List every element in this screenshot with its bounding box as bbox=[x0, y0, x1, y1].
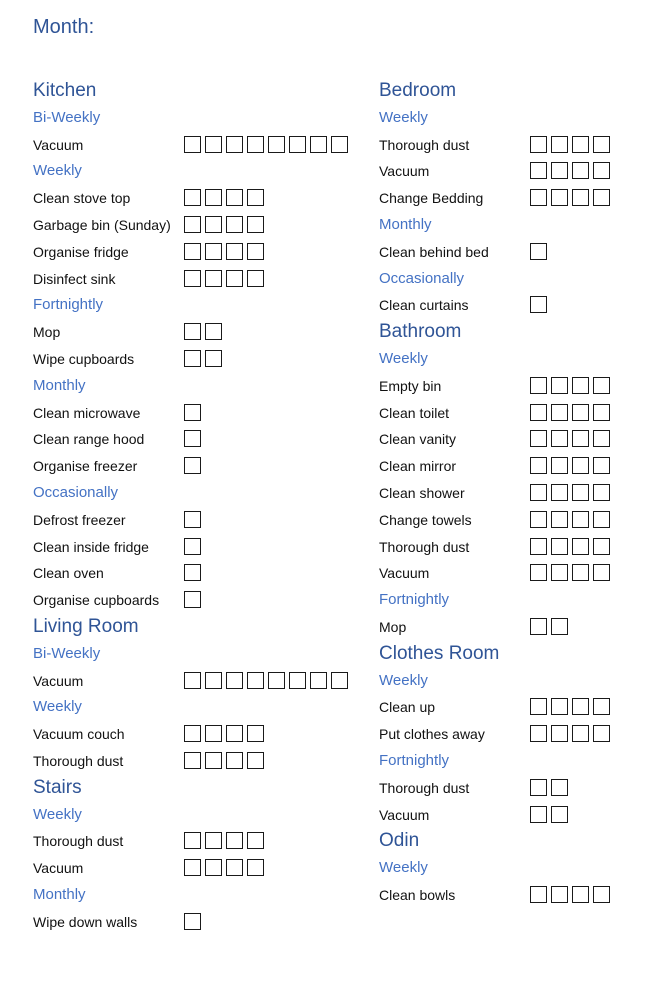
task-row bbox=[33, 266, 363, 292]
checkbox-group bbox=[530, 457, 610, 474]
task-row bbox=[33, 185, 363, 211]
task-checkbox[interactable] bbox=[551, 618, 568, 635]
task-checkbox[interactable] bbox=[593, 404, 610, 421]
task-checkbox[interactable] bbox=[184, 136, 201, 153]
task-row bbox=[379, 453, 629, 479]
task-label: Vacuum bbox=[33, 860, 84, 877]
task-checkbox[interactable] bbox=[226, 725, 243, 742]
checkbox-group bbox=[184, 859, 264, 876]
task-row bbox=[33, 212, 363, 238]
task-checkbox[interactable] bbox=[205, 725, 222, 742]
task-label: Clean shower bbox=[379, 485, 465, 501]
task-checkbox[interactable] bbox=[205, 752, 222, 769]
task-row bbox=[33, 909, 363, 935]
checkbox-group bbox=[184, 564, 201, 581]
task-checkbox[interactable] bbox=[551, 404, 568, 421]
task-checkbox[interactable] bbox=[205, 350, 222, 367]
room-heading-odin: Odin bbox=[379, 830, 420, 852]
task-checkbox[interactable] bbox=[530, 725, 547, 742]
month-label: Month: bbox=[33, 16, 95, 38]
task-label: Organise cupboards bbox=[33, 592, 160, 609]
task-row bbox=[33, 534, 363, 560]
task-label: Vacuum bbox=[379, 806, 430, 823]
task-label: Vacuum bbox=[33, 672, 84, 689]
task-checkbox[interactable] bbox=[247, 136, 264, 153]
task-label: Clean behind bed bbox=[379, 243, 489, 260]
task-checkbox[interactable] bbox=[551, 698, 568, 715]
task-checkbox[interactable] bbox=[247, 189, 264, 206]
checkbox-group bbox=[530, 162, 610, 179]
task-checkbox[interactable] bbox=[184, 913, 201, 930]
task-row bbox=[33, 400, 363, 426]
room-heading-clothes-room: Clothes Room bbox=[379, 642, 500, 664]
task-checkbox[interactable] bbox=[572, 404, 589, 421]
task-checkbox[interactable] bbox=[593, 484, 610, 501]
task-checkbox[interactable] bbox=[289, 672, 306, 689]
room-heading-bedroom: Bedroom bbox=[379, 80, 457, 101]
frequency-heading: Monthly bbox=[33, 376, 86, 394]
checkbox-group bbox=[184, 136, 348, 153]
task-checkbox[interactable] bbox=[530, 698, 547, 715]
task-checkbox[interactable] bbox=[551, 564, 568, 581]
task-row bbox=[33, 560, 363, 586]
task-row bbox=[379, 721, 629, 747]
task-checkbox[interactable] bbox=[530, 511, 547, 528]
task-checkbox[interactable] bbox=[530, 243, 547, 260]
room-heading-stairs: Stairs bbox=[33, 776, 82, 798]
task-checkbox[interactable] bbox=[530, 806, 547, 823]
task-checkbox[interactable] bbox=[184, 270, 201, 287]
task-label: Wipe down walls bbox=[33, 913, 138, 930]
task-checkbox[interactable] bbox=[226, 136, 243, 153]
task-label: Clean bowls bbox=[379, 887, 456, 903]
task-checkbox[interactable] bbox=[530, 136, 547, 153]
checkbox-group bbox=[530, 296, 547, 313]
checkbox-group bbox=[184, 243, 264, 260]
task-row bbox=[33, 453, 363, 479]
task-row bbox=[379, 400, 629, 426]
frequency-heading: Fortnightly bbox=[379, 752, 450, 769]
task-checkbox[interactable] bbox=[530, 404, 547, 421]
task-checkbox[interactable] bbox=[593, 136, 610, 153]
task-checkbox[interactable] bbox=[593, 511, 610, 528]
task-checkbox[interactable] bbox=[551, 886, 568, 903]
task-checkbox[interactable] bbox=[593, 886, 610, 903]
frequency-heading: Weekly bbox=[379, 859, 428, 877]
task-row bbox=[379, 882, 629, 908]
task-label: Mop bbox=[379, 619, 407, 635]
frequency-heading: Monthly bbox=[379, 216, 432, 233]
task-checkbox[interactable] bbox=[310, 136, 327, 153]
task-checkbox[interactable] bbox=[184, 323, 201, 340]
task-row bbox=[33, 587, 363, 613]
task-checkbox[interactable] bbox=[530, 457, 547, 474]
checkbox-group bbox=[184, 832, 264, 849]
task-row bbox=[33, 426, 363, 452]
task-row bbox=[33, 828, 363, 854]
task-label: Clean curtains bbox=[379, 297, 469, 314]
task-label: Thorough dust bbox=[33, 753, 124, 769]
task-checkbox[interactable] bbox=[184, 243, 201, 260]
frequency-heading: Occasionally bbox=[33, 484, 119, 501]
checkbox-group bbox=[530, 618, 568, 635]
task-checkbox[interactable] bbox=[551, 538, 568, 555]
task-checkbox[interactable] bbox=[530, 886, 547, 903]
task-checkbox[interactable] bbox=[530, 377, 547, 394]
task-checkbox[interactable] bbox=[572, 725, 589, 742]
frequency-heading: Weekly bbox=[33, 698, 82, 716]
task-checkbox[interactable] bbox=[184, 430, 201, 447]
task-row bbox=[379, 614, 629, 640]
task-checkbox[interactable] bbox=[226, 859, 243, 876]
room-heading-living-room: Living Room bbox=[33, 616, 139, 637]
task-checkbox[interactable] bbox=[184, 591, 201, 608]
task-checkbox[interactable] bbox=[551, 189, 568, 206]
task-checkbox[interactable] bbox=[226, 672, 243, 689]
checkbox-group bbox=[530, 484, 610, 501]
task-label: Thorough dust bbox=[379, 136, 470, 153]
task-label: Empty bin bbox=[379, 377, 442, 394]
task-row bbox=[379, 480, 629, 506]
task-checkbox[interactable] bbox=[530, 430, 547, 447]
frequency-heading: Monthly bbox=[33, 886, 86, 903]
task-label: Thorough dust bbox=[33, 833, 124, 850]
frequency-heading: Fortnightly bbox=[33, 296, 104, 314]
task-row bbox=[379, 507, 629, 533]
task-checkbox[interactable] bbox=[551, 136, 568, 153]
task-label: Organise freezer bbox=[33, 458, 138, 475]
task-checkbox[interactable] bbox=[184, 832, 201, 849]
task-checkbox[interactable] bbox=[247, 243, 264, 260]
task-checkbox[interactable] bbox=[226, 832, 243, 849]
task-checkbox[interactable] bbox=[551, 484, 568, 501]
checkbox-group bbox=[184, 323, 222, 340]
task-label: Organise fridge bbox=[33, 243, 129, 260]
task-checkbox[interactable] bbox=[247, 752, 264, 769]
task-checkbox[interactable] bbox=[205, 859, 222, 876]
checkbox-group bbox=[184, 591, 201, 608]
task-label: Change Bedding bbox=[379, 190, 484, 207]
frequency-heading: Bi-Weekly bbox=[33, 644, 101, 662]
task-label: Clean stove top bbox=[33, 190, 131, 207]
frequency-heading: Weekly bbox=[33, 162, 82, 180]
task-row bbox=[379, 158, 629, 184]
task-label: Wipe cupboards bbox=[33, 351, 135, 367]
task-checkbox[interactable] bbox=[226, 270, 243, 287]
task-checkbox[interactable] bbox=[551, 430, 568, 447]
task-checkbox[interactable] bbox=[226, 216, 243, 233]
task-row bbox=[33, 239, 363, 265]
checkbox-group bbox=[530, 243, 547, 260]
task-label: Clean microwave bbox=[33, 404, 141, 421]
task-checkbox[interactable] bbox=[593, 162, 610, 179]
task-checkbox[interactable] bbox=[184, 752, 201, 769]
checkbox-group bbox=[184, 216, 264, 233]
task-row bbox=[33, 748, 363, 774]
frequency-heading: Weekly bbox=[33, 805, 82, 823]
task-row bbox=[379, 560, 629, 586]
task-checkbox[interactable] bbox=[572, 511, 589, 528]
task-checkbox[interactable] bbox=[226, 189, 243, 206]
task-checkbox[interactable] bbox=[572, 698, 589, 715]
task-checkbox[interactable] bbox=[530, 564, 547, 581]
checkbox-group bbox=[530, 377, 610, 394]
frequency-heading: Weekly bbox=[379, 108, 428, 126]
task-checkbox[interactable] bbox=[530, 484, 547, 501]
task-checkbox[interactable] bbox=[593, 377, 610, 394]
task-checkbox[interactable] bbox=[310, 672, 327, 689]
task-checkbox[interactable] bbox=[247, 725, 264, 742]
task-checkbox[interactable] bbox=[593, 564, 610, 581]
task-checkbox[interactable] bbox=[268, 136, 285, 153]
task-checkbox[interactable] bbox=[247, 832, 264, 849]
task-row bbox=[379, 185, 629, 211]
task-label: Clean up bbox=[379, 699, 436, 716]
checkbox-group bbox=[184, 672, 348, 689]
task-label: Garbage bin (Sunday) bbox=[33, 217, 171, 233]
frequency-heading: Weekly bbox=[379, 671, 428, 689]
task-checkbox[interactable] bbox=[268, 672, 285, 689]
task-checkbox[interactable] bbox=[572, 564, 589, 581]
checkbox-group bbox=[184, 725, 264, 742]
checkbox-group bbox=[530, 538, 610, 555]
task-checkbox[interactable] bbox=[593, 725, 610, 742]
task-row bbox=[33, 721, 363, 747]
task-checkbox[interactable] bbox=[530, 538, 547, 555]
task-row bbox=[33, 855, 363, 881]
task-checkbox[interactable] bbox=[226, 752, 243, 769]
task-checkbox[interactable] bbox=[593, 538, 610, 555]
task-checkbox[interactable] bbox=[572, 136, 589, 153]
task-row bbox=[379, 373, 629, 399]
task-checkbox[interactable] bbox=[205, 323, 222, 340]
task-label: Put clothes away bbox=[379, 726, 485, 743]
task-checkbox[interactable] bbox=[572, 430, 589, 447]
task-checkbox[interactable] bbox=[226, 243, 243, 260]
checkbox-group bbox=[530, 404, 610, 421]
task-label: Clean range hood bbox=[33, 431, 145, 448]
task-row bbox=[33, 319, 363, 345]
task-checkbox[interactable] bbox=[551, 377, 568, 394]
task-checkbox[interactable] bbox=[247, 270, 264, 287]
checkbox-group bbox=[530, 725, 610, 742]
task-checkbox[interactable] bbox=[184, 538, 201, 555]
task-label: Disinfect sink bbox=[33, 270, 116, 287]
task-checkbox[interactable] bbox=[184, 859, 201, 876]
frequency-heading: Occasionally bbox=[379, 269, 465, 287]
task-checkbox[interactable] bbox=[205, 243, 222, 260]
task-checkbox[interactable] bbox=[530, 162, 547, 179]
task-row bbox=[379, 132, 629, 158]
task-checkbox[interactable] bbox=[530, 618, 547, 635]
task-row bbox=[33, 507, 363, 533]
checkbox-group bbox=[530, 886, 610, 903]
task-checkbox[interactable] bbox=[289, 136, 306, 153]
task-checkbox[interactable] bbox=[530, 779, 547, 796]
task-label: Clean inside fridge bbox=[33, 538, 149, 555]
task-checkbox[interactable] bbox=[551, 806, 568, 823]
room-heading-kitchen: Kitchen bbox=[33, 80, 97, 101]
checkbox-group bbox=[184, 511, 201, 528]
task-checkbox[interactable] bbox=[572, 457, 589, 474]
task-label: Clean toilet bbox=[379, 404, 450, 421]
task-checkbox[interactable] bbox=[184, 404, 201, 421]
task-label: Vacuum bbox=[379, 565, 430, 582]
task-label: Change towels bbox=[379, 511, 472, 528]
task-checkbox[interactable] bbox=[572, 538, 589, 555]
checkbox-group bbox=[530, 698, 610, 715]
frequency-heading: Bi-Weekly bbox=[33, 108, 101, 126]
task-checkbox[interactable] bbox=[184, 564, 201, 581]
checkbox-group bbox=[530, 779, 568, 796]
task-label: Clean oven bbox=[33, 565, 104, 582]
checkbox-group bbox=[184, 350, 222, 367]
room-heading-bathroom: Bathroom bbox=[379, 321, 462, 343]
checkbox-group bbox=[530, 136, 610, 153]
task-checkbox[interactable] bbox=[551, 511, 568, 528]
task-label: Vacuum bbox=[379, 163, 430, 180]
task-checkbox[interactable] bbox=[572, 189, 589, 206]
task-checkbox[interactable] bbox=[184, 189, 201, 206]
task-checkbox[interactable] bbox=[205, 136, 222, 153]
task-checkbox[interactable] bbox=[530, 189, 547, 206]
task-label: Clean mirror bbox=[379, 458, 457, 475]
task-checkbox[interactable] bbox=[593, 189, 610, 206]
task-checkbox[interactable] bbox=[593, 457, 610, 474]
task-row bbox=[379, 426, 629, 452]
task-checkbox[interactable] bbox=[551, 457, 568, 474]
task-row bbox=[379, 534, 629, 560]
task-checkbox[interactable] bbox=[205, 672, 222, 689]
task-checkbox[interactable] bbox=[205, 189, 222, 206]
checkbox-group bbox=[184, 189, 264, 206]
frequency-heading: Fortnightly bbox=[379, 591, 450, 609]
checkbox-group bbox=[184, 538, 201, 555]
checkbox-group bbox=[530, 564, 610, 581]
checkbox-group bbox=[530, 806, 568, 823]
task-row bbox=[379, 802, 629, 828]
task-checkbox[interactable] bbox=[572, 377, 589, 394]
task-checkbox[interactable] bbox=[572, 162, 589, 179]
task-checkbox[interactable] bbox=[184, 350, 201, 367]
task-checkbox[interactable] bbox=[184, 216, 201, 233]
checkbox-group bbox=[530, 430, 610, 447]
task-checkbox[interactable] bbox=[551, 162, 568, 179]
checkbox-group bbox=[184, 913, 201, 930]
task-checkbox[interactable] bbox=[572, 886, 589, 903]
frequency-heading: Weekly bbox=[379, 350, 428, 367]
task-checkbox[interactable] bbox=[247, 216, 264, 233]
checkbox-group bbox=[184, 430, 201, 447]
task-checkbox[interactable] bbox=[247, 859, 264, 876]
task-checkbox[interactable] bbox=[593, 430, 610, 447]
task-row bbox=[379, 694, 629, 720]
checkbox-group bbox=[184, 457, 201, 474]
task-checkbox[interactable] bbox=[184, 457, 201, 474]
checkbox-group bbox=[530, 189, 610, 206]
task-label: Thorough dust bbox=[379, 538, 470, 555]
task-row bbox=[379, 239, 629, 265]
checkbox-group bbox=[530, 511, 610, 528]
checkbox-group bbox=[184, 270, 264, 287]
task-row bbox=[33, 668, 363, 694]
task-checkbox[interactable] bbox=[530, 296, 547, 313]
task-checkbox[interactable] bbox=[184, 725, 201, 742]
task-row bbox=[379, 292, 629, 318]
checkbox-group bbox=[184, 752, 264, 769]
task-label: Vacuum bbox=[33, 136, 84, 153]
task-checkbox[interactable] bbox=[247, 672, 264, 689]
task-label: Defrost freezer bbox=[33, 511, 126, 528]
task-checkbox[interactable] bbox=[551, 725, 568, 742]
task-checkbox[interactable] bbox=[572, 484, 589, 501]
task-row bbox=[33, 346, 363, 372]
task-checkbox[interactable] bbox=[184, 672, 201, 689]
task-label: Clean vanity bbox=[379, 431, 457, 448]
task-checkbox[interactable] bbox=[331, 136, 348, 153]
checkbox-group bbox=[184, 404, 201, 421]
task-checkbox[interactable] bbox=[331, 672, 348, 689]
task-label: Thorough dust bbox=[379, 779, 470, 796]
task-checkbox[interactable] bbox=[205, 270, 222, 287]
task-label: Mop bbox=[33, 324, 61, 341]
task-row bbox=[379, 775, 629, 801]
task-checkbox[interactable] bbox=[593, 698, 610, 715]
task-checkbox[interactable] bbox=[184, 511, 201, 528]
task-checkbox[interactable] bbox=[551, 779, 568, 796]
task-label: Vacuum couch bbox=[33, 726, 125, 743]
task-checkbox[interactable] bbox=[205, 216, 222, 233]
task-row bbox=[33, 132, 363, 158]
task-checkbox[interactable] bbox=[205, 832, 222, 849]
